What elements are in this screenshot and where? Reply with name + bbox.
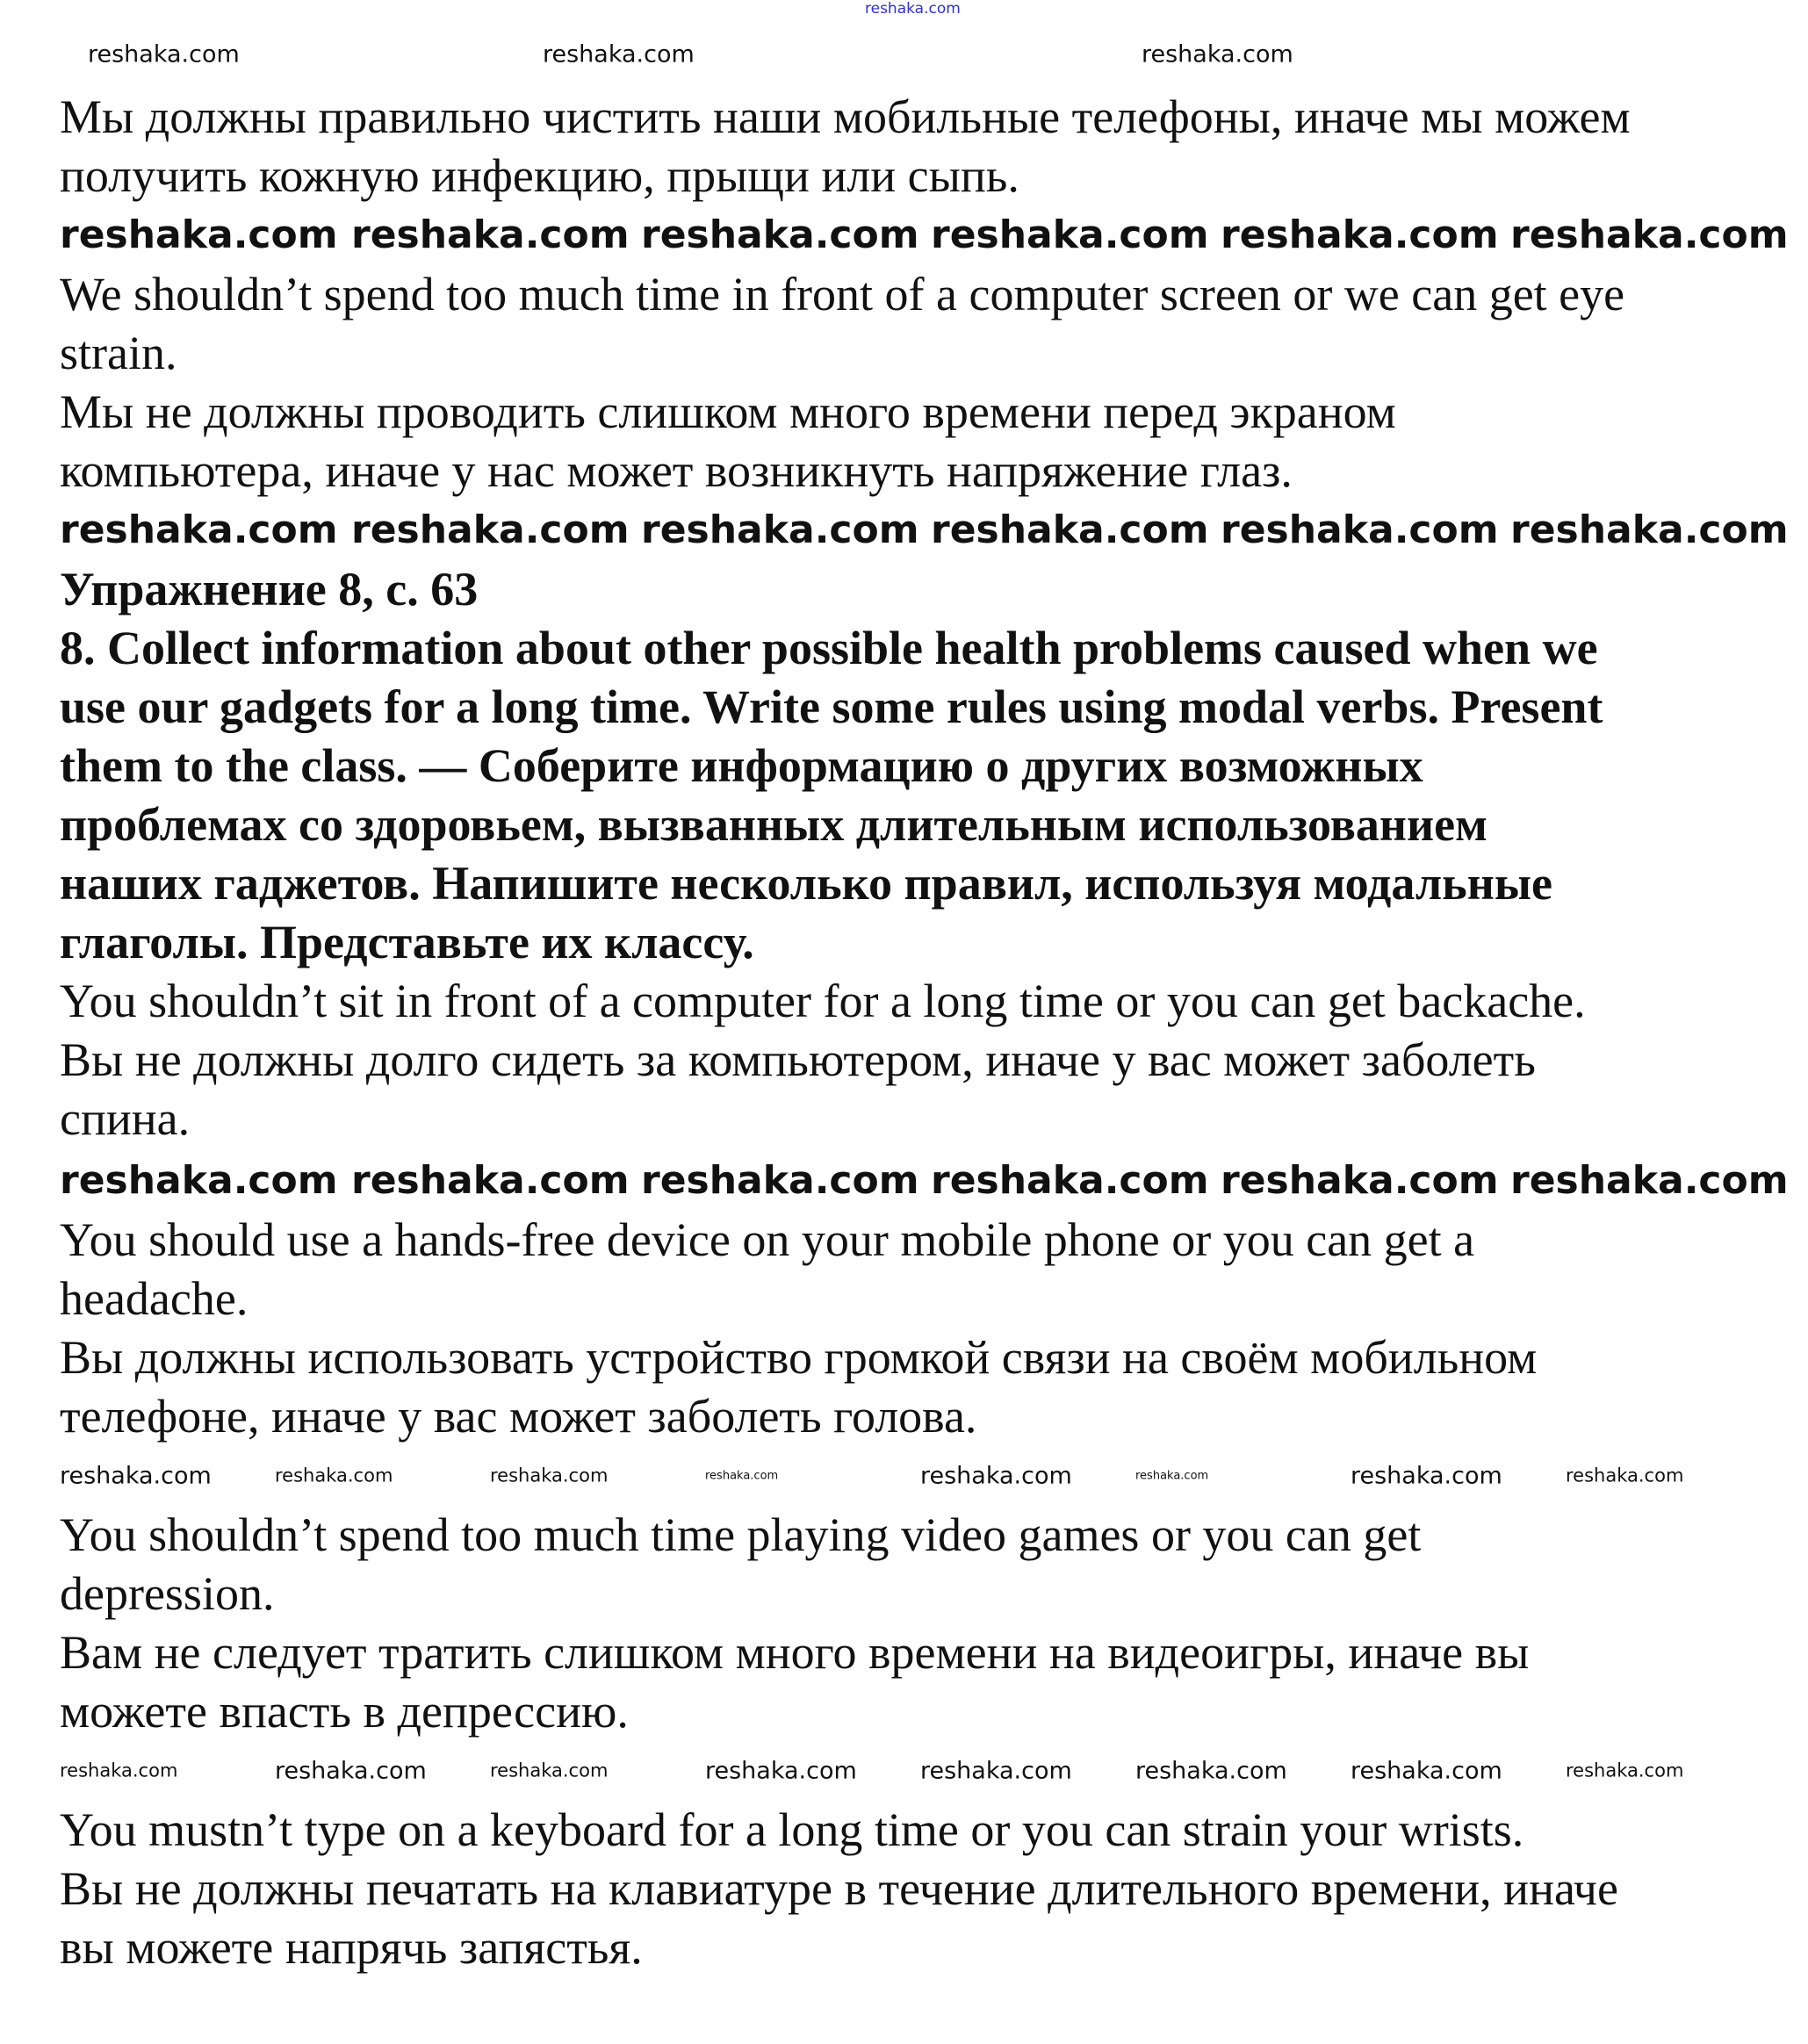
text-line: Мы не должны проводить слишком много времени перед экраном	[60, 385, 1396, 438]
watermark: reshaka.com	[351, 1158, 630, 1203]
watermark: reshaka.com	[490, 1465, 609, 1486]
watermark: reshaka.com	[351, 507, 630, 552]
task-line: наших гаджетов. Напишите несколько правил, используя модальные	[60, 857, 1552, 910]
text-line: компьютера, иначе у нас может возникнуть напряжение глаз.	[60, 444, 1293, 497]
watermark: reshaka.com	[931, 1158, 1209, 1203]
text-line: You shouldn’t sit in front of a computer for a long time or you can get backache.	[60, 975, 1586, 1027]
watermark: reshaka.com	[1510, 1158, 1789, 1203]
watermark: reshaka.com	[641, 1158, 919, 1203]
watermark: reshaka.com	[641, 212, 919, 257]
watermark: reshaka.com	[1221, 507, 1499, 552]
task-line: 8. Collect information about other possible health problems caused when we	[60, 622, 1598, 674]
text-line: Вы должны использовать устройство громкой связи на своём мобильном	[60, 1331, 1538, 1384]
text-line: Вы не должны печатать на клавиатуре в течение длительного времени, иначе	[60, 1862, 1618, 1915]
watermark: reshaka.com	[543, 40, 695, 68]
text-line: спина.	[60, 1092, 191, 1145]
text-line: We shouldn’t spend too much time in front of a computer screen or we can get eye	[60, 268, 1625, 320]
watermark: reshaka.com	[1221, 212, 1499, 257]
watermark: reshaka.com	[275, 1465, 393, 1486]
watermark: reshaka.com	[275, 1757, 427, 1785]
watermark: reshaka.com	[705, 1757, 857, 1785]
watermark: reshaka.com	[1135, 1469, 1209, 1483]
watermark: reshaka.com	[60, 1760, 178, 1781]
watermark: reshaka.com	[641, 507, 919, 552]
text-line: You mustn’t type on a keyboard for a long time or you can strain your wrists.	[60, 1803, 1524, 1856]
watermark: reshaka.com	[931, 507, 1209, 552]
watermark: reshaka.com	[60, 1462, 212, 1490]
watermark: reshaka.com	[1221, 1158, 1499, 1203]
task-line: them to the class. — Соберите информацию о других возможных	[60, 739, 1423, 792]
text-line: You should use a hands-free device on your mobile phone or you can get a	[60, 1213, 1475, 1266]
task-line: use our gadgets for a long time. Write some rules using modal verbs. Present	[60, 680, 1603, 733]
text-line: Мы должны правильно чистить наши мобильные телефоны, иначе мы можем	[60, 90, 1631, 143]
text-line: Вам не следует тратить слишком много времени на видеоигры, иначе вы	[60, 1626, 1530, 1679]
watermark: reshaka.com	[60, 212, 338, 257]
watermark: reshaka.com	[1351, 1462, 1502, 1490]
watermark: reshaka.com	[1135, 1757, 1287, 1785]
text-line: телефоне, иначе у вас может заболеть голова.	[60, 1390, 977, 1443]
watermark: reshaka.com	[1142, 40, 1293, 68]
watermark: reshaka.com	[60, 507, 338, 552]
exercise-heading: Упражнение 8, с. 63	[60, 563, 479, 615]
watermark: reshaka.com	[705, 1469, 779, 1483]
watermark: reshaka.com	[88, 40, 240, 68]
text-line: можете впасть в депрессию.	[60, 1685, 629, 1738]
text-line: вы можете напрячь запястья.	[60, 1921, 643, 1974]
text-line: получить кожную инфекцию, прыщи или сыпь.	[60, 149, 1019, 202]
watermark: reshaka.com	[1510, 212, 1789, 257]
text-line: You shouldn’t spend too much time playing video games or you can get	[60, 1508, 1422, 1561]
watermark: reshaka.com	[1351, 1757, 1502, 1785]
watermark: reshaka.com	[60, 1158, 338, 1203]
watermark: reshaka.com	[351, 212, 630, 257]
watermark: reshaka.com	[920, 1462, 1072, 1490]
watermark: reshaka.com	[920, 1757, 1072, 1785]
watermark: reshaka.com	[1566, 1465, 1684, 1486]
text-line: strain.	[60, 327, 177, 379]
task-line: проблемах со здоровьем, вызванных длительным использованием	[60, 798, 1487, 851]
header-link[interactable]: reshaka.com	[865, 0, 961, 18]
text-line: Вы не должны долго сидеть за компьютером, иначе у вас может заболеть	[60, 1033, 1536, 1086]
watermark: reshaka.com	[490, 1760, 609, 1781]
watermark: reshaka.com	[931, 212, 1209, 257]
text-line: depression.	[60, 1567, 275, 1620]
text-line: headache.	[60, 1272, 249, 1325]
watermark: reshaka.com	[1510, 507, 1789, 552]
watermark: reshaka.com	[1566, 1760, 1684, 1781]
task-line: глаголы. Представьте их классу.	[60, 916, 754, 968]
